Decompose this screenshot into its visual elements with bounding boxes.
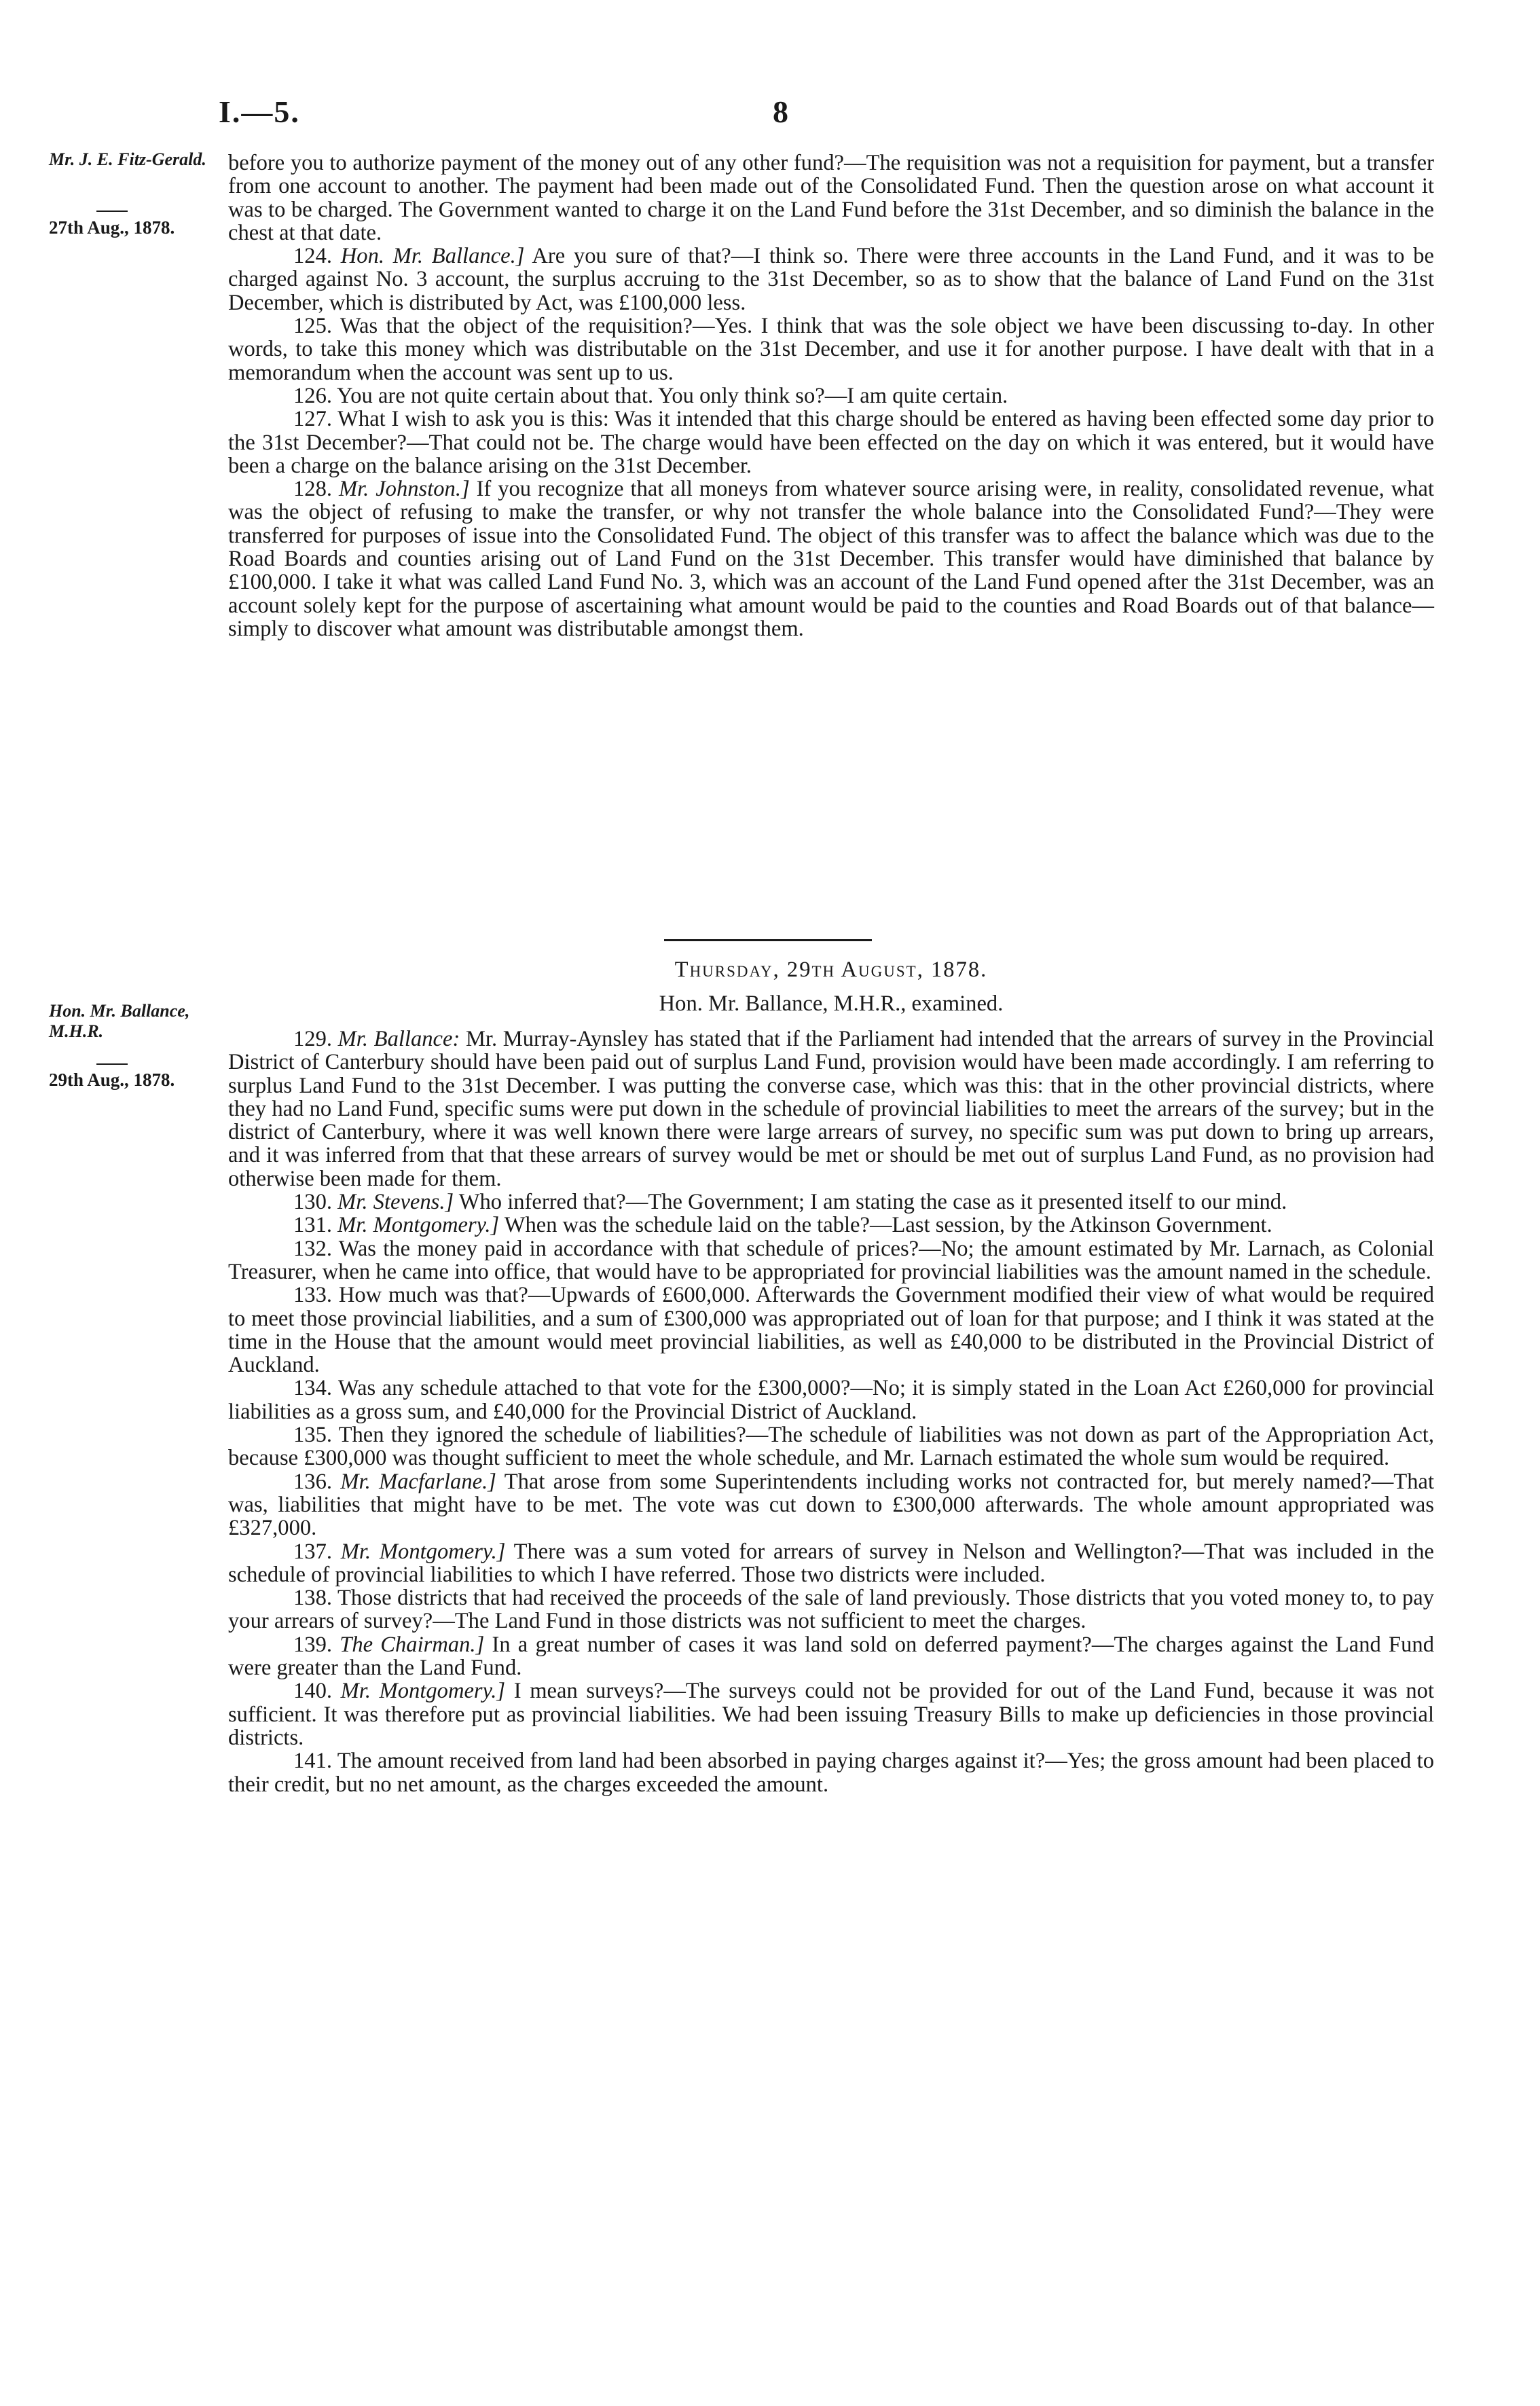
question-number: 131. bbox=[293, 1213, 338, 1238]
question-number: 133. bbox=[293, 1283, 339, 1308]
section-divider bbox=[664, 939, 872, 941]
question-number: 139. bbox=[293, 1632, 340, 1657]
speaker-name: Mr. Ballance: bbox=[337, 1027, 460, 1051]
page-number: 8 bbox=[773, 94, 788, 129]
testimony-paragraph bbox=[228, 407, 1434, 477]
question-number: 127. bbox=[293, 407, 338, 432]
margin-date-1: 27th Aug., 1878. bbox=[49, 217, 175, 238]
testimony-text: Are you sure of that?—I think so. There were three accounts in the Land Fund, and it was to be charged against No. 3 account, the surplus accruing to the 31st December, so as to show that the balance of Land Fund on the 31st December, which is distributed by Act, was £100,000 less. bbox=[228, 244, 1434, 315]
testimony-text: That arose from some Superintendents including works not contracted for, but merely named?—That was, liabilities that might have to be met. The vote was cut down to £300,000 afterwards. The whole amount appropriated was £327,000. bbox=[228, 1469, 1435, 1541]
testimony-paragraph bbox=[228, 1237, 1434, 1284]
question-number: 134. bbox=[293, 1376, 338, 1401]
speaker-name: Mr. Montgomery.] bbox=[337, 1213, 500, 1238]
question-number: 132. bbox=[293, 1236, 339, 1261]
question-number: 128. bbox=[293, 477, 339, 502]
margin-witness-1: Mr. J. E. Fitz-Gerald. bbox=[49, 149, 206, 169]
testimony-text: You are not quite certain about that. You only think so?—I am quite certain. bbox=[336, 383, 1008, 408]
question-number: 137. bbox=[293, 1539, 341, 1564]
margin-witness-2: Hon. Mr. Ballance, M.H.R. bbox=[49, 1001, 190, 1041]
speaker-name: The Chairman.] bbox=[340, 1632, 485, 1657]
testimony-paragraph bbox=[228, 384, 1434, 407]
testimony-text: The amount received from land had been absorbed in paying charges against it?—Yes; the gross amount had been placed to their credit, but no net amount, as the charges exceeded the amount. bbox=[228, 1749, 1434, 1797]
testimony-paragraph bbox=[228, 1377, 1434, 1423]
testimony-text: Those districts that had received the proceeds of the sale of land previously. Those districts that you voted money to, to pay your arrears of survey?—The Land Fund in those districts was not sufficient to meet the charges. bbox=[228, 1586, 1434, 1634]
question-number: 141. bbox=[293, 1749, 337, 1774]
testimony-paragraph bbox=[228, 1283, 1434, 1377]
speaker-name: Mr. Macfarlane.] bbox=[340, 1469, 496, 1494]
testimony-paragraph bbox=[228, 1633, 1434, 1680]
question-number: 126. bbox=[293, 383, 337, 408]
testimony-text: In a great number of cases it was land sold on deferred payment?—The charges against the Land Fund were greater than the Land Fund. bbox=[228, 1632, 1434, 1681]
testimony-section-2 bbox=[228, 1027, 1434, 1796]
testimony-text: Who inferred that?—The Government; I am stating the case as it presented itself to our mind. bbox=[458, 1190, 1287, 1215]
speaker-name: Mr. Montgomery.] bbox=[340, 1539, 506, 1564]
testimony-text: Mr. Murray-Aynsley has stated that if the Parliament had intended that the arrears of survey in the Provincial District of Canterbury should have been paid out of surplus Land Fund, provision would have been made accordingly. I am referring to surplus Land Fund to the 31st December. I was putting the converse case, which was this: that in the other provincial districts, where they had no Land Fund, specific sums were put down in the schedule of provincial liabilities to meet the arrears of the survey; but in the district of Canterbury, where it was well known there were large arrears of survey, no specific sum was put down to bring up arrears, and it was inferred from that that these arrears of survey would be met or should be met out of surplus Land Fund, as no provision had otherwise been made for them. bbox=[228, 1027, 1434, 1191]
testimony-text: There was a sum voted for arrears of survey in Nelson and Wellington?—That was included in the schedule of provincial liabilities to which I have referred. Those two districts were included. bbox=[228, 1539, 1434, 1587]
testimony-text: What I wish to ask you is this: Was it intended that this charge should be entered as having been effected some day prior to the 31st December?—That could not be. The charge would have been effected on the day on which it was entered, but it would have been a charge on the balance arising on the 31st December. bbox=[228, 407, 1434, 478]
question-number: 124. bbox=[293, 244, 341, 269]
testimony-text: before you to authorize payment of the money out of any other fund?—The requisition was not a requisition for payment, but a transfer from one account to another. The payment had been made out of the Consolidated Fund. Then the question arose on what account it was to be charged. The Government wanted to charge it on the Land Fund before the 31st December, and so diminish the balance in the chest at that date. bbox=[228, 151, 1434, 245]
testimony-text: When was the schedule laid on the table?—Last session, by the Atkinson Government. bbox=[504, 1213, 1272, 1238]
testimony-section-1 bbox=[228, 151, 1434, 640]
testimony-paragraph bbox=[228, 1540, 1434, 1587]
testimony-text: Was the money paid in accordance with that schedule of prices?—No; the amount estimated by Mr. Larnach, as Colonial Treasurer, when he came into office, that would have to be appropriated for provincial liabilities was the amount named in the schedule. bbox=[228, 1236, 1435, 1284]
testimony-paragraph bbox=[228, 1423, 1434, 1470]
question-number: 138. bbox=[293, 1586, 337, 1611]
testimony-text: Was any schedule attached to that vote for the £300,000?—No; it is simply stated in the Loan Act £260,000 for provincial liabilities as a gross sum, and £40,000 for the Provincial District of Auckland. bbox=[228, 1376, 1434, 1424]
question-number: 140. bbox=[293, 1679, 341, 1704]
testimony-text: Then they ignored the schedule of liabilities?—The schedule of liabilities was not down as part of the Appropriation Act, because £300,000 was thought sufficient to meet the whole schedule, and Mr. Larnach estimated the whole sum would be required. bbox=[228, 1423, 1435, 1471]
speaker-name: Mr. Montgomery.] bbox=[340, 1679, 506, 1704]
speaker-name: Hon. Mr. Ballance.] bbox=[340, 244, 525, 269]
document-reference: I.—5. bbox=[219, 94, 300, 129]
testimony-paragraph bbox=[228, 314, 1434, 384]
question-number: 135. bbox=[293, 1423, 339, 1448]
testimony-paragraph bbox=[228, 1027, 1434, 1190]
day-heading: Thursday, 29th August, 1878. bbox=[674, 958, 988, 982]
testimony-paragraph bbox=[228, 1190, 1434, 1214]
testimony-paragraph bbox=[228, 1470, 1434, 1540]
testimony-paragraph bbox=[228, 244, 1434, 314]
testimony-paragraph bbox=[228, 1679, 1434, 1749]
testimony-paragraph bbox=[228, 1749, 1434, 1796]
testimony-paragraph bbox=[228, 1214, 1434, 1237]
testimony-text: If you recognize that all moneys from whatever source arising were, in reality, consolidated revenue, what was the object of refusing to make the transfer, or why not transfer the whole balance into the Consolidated Fund?—They were transferred for purposes of issue into the Consolidated Fund. The object of this transfer was to affect the balance which was due to the Road Boards and counties arising out of Land Fund on the 31st December. This transfer would have diminished that balance by £100,000. I take it what was called Land Fund No. 3, which was an account of the Land Fund opened after the 31st December, was an account solely kept for the purpose of ascertaining what amount would be paid to the counties and Road Boards out of that balance—simply to discover what amount was distributable amongst them. bbox=[228, 477, 1434, 641]
question-number: 136. bbox=[293, 1469, 341, 1494]
margin-date-2: 29th Aug., 1878. bbox=[49, 1070, 175, 1090]
margin-rule-1 bbox=[96, 211, 128, 212]
testimony-paragraph bbox=[228, 477, 1434, 640]
testimony-text: How much was that?—Upwards of £600,000. Afterwards the Government modified their view of what would be required to meet those provincial liabilities, and a sum of £300,000 was appropriated out of loan for that purpose; and I think it was stated at the time in the House that the amount would meet provincial liabilities, as well as £40,000 to be distributed in the Provincial District of Auckland. bbox=[228, 1283, 1435, 1378]
speaker-name: Mr. Stevens.] bbox=[337, 1190, 454, 1215]
question-number: 125. bbox=[293, 314, 340, 339]
margin-rule-2 bbox=[96, 1063, 128, 1065]
testimony-paragraph bbox=[228, 151, 1434, 244]
speaker-name: Mr. Johnston.] bbox=[338, 477, 470, 502]
question-number: 130. bbox=[293, 1190, 338, 1215]
testimony-text: I mean surveys?—The surveys could not be provided for out of the Land Fund, because it was not sufficient. It was therefore put as provincial liabilities. We had been issuing Treasury Bills to make up deficiencies in those provincial districts. bbox=[228, 1679, 1435, 1750]
question-number: 129. bbox=[293, 1027, 338, 1051]
witness-heading: Hon. Mr. Ballance, M.H.R., examined. bbox=[659, 991, 1004, 1016]
testimony-text: Was that the object of the requisition?—Yes. I think that was the sole object we have been discussing to-day. In other words, to take this money which was distributable on the 31st December, and use it for another purpose. I have dealt with that in a memorandum when the account was sent up to us. bbox=[228, 314, 1434, 385]
testimony-paragraph bbox=[228, 1586, 1434, 1633]
